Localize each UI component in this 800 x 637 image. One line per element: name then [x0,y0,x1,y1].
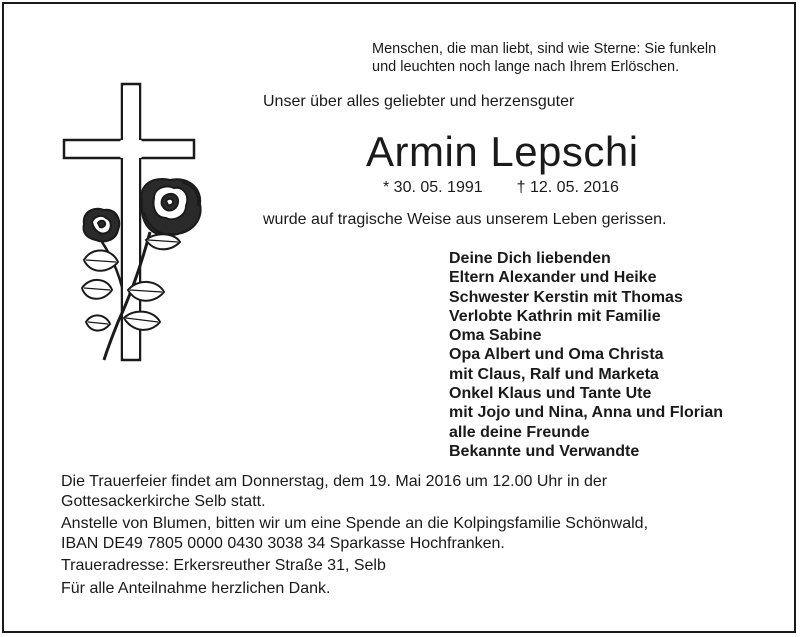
mourner-line: mit Jojo und Nina, Anna und Florian [449,404,724,422]
thanks-line: Für alle Anteilnahme herzlichen Dank. [61,579,331,597]
mourners-list [449,249,723,461]
mourner-line: Opa Albert und Oma Christa [449,346,664,364]
quote-line-2: und leuchten noch lange nach Ihrem Erlöschen. [372,59,680,75]
loss-statement: wurde auf tragische Weise aus unserem Leben gerissen. [263,211,667,228]
death-date: † 12. 05. 2016 [516,179,619,196]
intro-text: Unser über alles geliebter und herzensguter [263,93,575,110]
obituary-notice [2,2,796,633]
mourner-line: alle deine Freunde [449,423,590,441]
mourner-line: Verlobte Kathrin mit Familie [449,307,661,325]
mourner-line: Onkel Klaus und Tante Ute [449,385,652,403]
quote-line-1: Menschen, die man liebt, sind wie Sterne: Sie funkeln [372,41,717,57]
mourner-line: Schwester Kerstin mit Thomas [449,288,683,306]
mourner-line: Eltern Alexander und Heike [449,269,657,287]
mourner-line: Bekannte und Verwandte [449,442,640,460]
life-dates [383,178,619,198]
donation-line-1: Anstelle von Blumen, bitten wir um eine Spende an die Kolpingsfamilie Schönwald, [61,515,649,532]
mourner-line: Deine Dich liebenden [449,250,611,267]
deceased-name: Armin Lepschi [366,128,639,175]
ceremony-line-2: Gottesackerkirche Selb statt. [61,492,266,510]
birth-date: * 30. 05. 1991 [383,179,483,196]
donation-line-2: IBAN DE49 7805 0000 0430 3038 34 Sparkasse Hochfranken. [61,534,505,552]
ceremony-line-1: Die Trauerfeier findet am Donnerstag, dem 19. Mai 2016 um 12.00 Uhr in der [61,473,608,490]
footer-info [61,472,781,598]
mourning-address: Traueradresse: Erkersreuther Straße 31, Selb [61,557,386,574]
cross-with-rose-icon [62,82,222,372]
mourner-line: Oma Sabine [449,327,542,345]
mourner-line: mit Claus, Ralf und Marketa [449,365,659,383]
memorial-quote [372,40,782,76]
